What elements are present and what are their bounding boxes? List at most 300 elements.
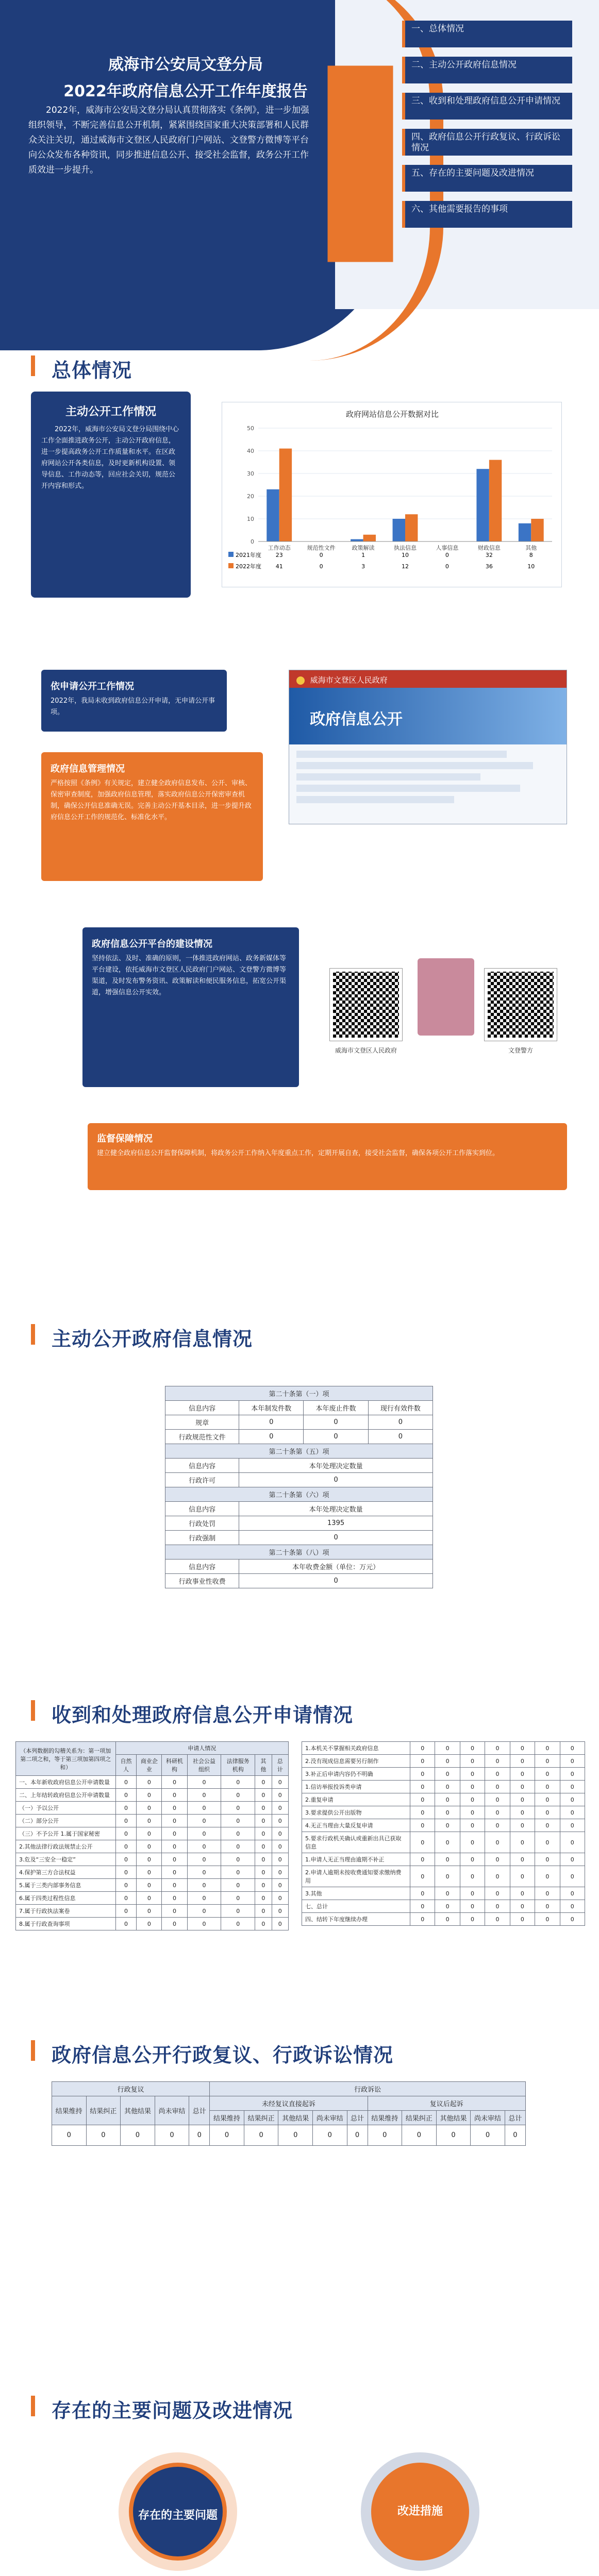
site-emblem-icon [296,676,305,685]
cell: 0 [368,1415,432,1430]
cell: 0 [410,1806,435,1819]
cell: 0 [221,1892,255,1905]
cell: 0 [221,1789,255,1802]
row-label: 7.属于行政执法案卷 [16,1905,116,1918]
cell: 0 [137,1918,162,1930]
cell: 0 [435,1887,460,1900]
cell: 0 [162,1918,187,1930]
cell: 0 [410,1832,435,1853]
row-label: 3.危及“三安全一稳定” [16,1853,116,1866]
cell: 0 [460,1832,485,1853]
cell: 本年处理决定数量 [239,1459,433,1473]
cell: 0 [187,1802,221,1815]
row-label: 1.申请人无正当理由逾期不补正 [302,1853,410,1866]
cell: 0 [510,1900,535,1913]
cell: 0 [244,2125,278,2146]
applicant-col: 商业企业 [137,1755,162,1776]
table-row [16,1866,289,1879]
cell: 0 [435,1832,460,1853]
row-label: 二、上年结转政府信息公开申请数量 [16,1789,116,1802]
row-label: 4.无正当理由大量反复申请 [302,1819,410,1832]
cell: 信息内容 [165,1459,239,1473]
cell: 0 [410,1755,435,1768]
cell: 0 [510,1832,535,1853]
table-row [302,1793,585,1806]
cell: 0 [485,1853,510,1866]
table-row [16,1789,289,1802]
cell: 0 [460,1853,485,1866]
cell: 0 [221,1853,255,1866]
cell: 0 [272,1776,288,1789]
bar-2 [489,460,502,541]
section3-bar [31,1700,35,1721]
cell: 0 [460,1887,485,1900]
cell: 0 [560,1832,585,1853]
cell: 0 [460,1755,485,1768]
table-row [302,1887,585,1900]
cell: 0 [115,1866,137,1879]
cell: 0 [510,1819,535,1832]
site-topbar [289,670,567,688]
cell: 0 [560,1781,585,1793]
cell: 0 [255,1892,272,1905]
row-label: 1.本机关不掌握相关政府信息 [302,1742,410,1755]
cell: 0 [115,1776,137,1789]
data-label: 32 [485,552,493,558]
litigation-col: 其他结果 [278,2111,313,2125]
data-label: 41 [275,563,283,570]
cell: 0 [239,1531,433,1545]
toc-item-1[interactable]: 一、总体情况 [402,21,572,47]
cell: 0 [485,1900,510,1913]
active-title: 主动公开工作情况 [65,405,156,418]
cell: 0 [115,1815,137,1827]
toc-item-3[interactable]: 三、收到和处理政府信息公开申请情况 [402,93,572,120]
cell: 0 [460,1913,485,1926]
cell: 0 [410,1819,435,1832]
table-row [302,1781,585,1793]
qr-label-1: 威海市文登区人民政府 [335,1047,397,1054]
cell: 本年处理决定数量 [239,1502,433,1516]
cell: 0 [86,2125,121,2146]
cell: 0 [485,1768,510,1781]
table-row [16,1802,289,1815]
cell: 0 [535,1887,560,1900]
cell: 尚未审结 [155,2096,189,2125]
chart-panel [222,402,562,587]
cell: 0 [460,1866,485,1887]
section1-bar [31,355,35,376]
cell: 0 [137,1776,162,1789]
cell: 0 [115,1827,137,1840]
y-tick-label: 10 [247,516,254,522]
cell: 0 [187,1918,221,1930]
table-row [302,1853,585,1866]
section4-heading: 政府信息公开行政复议、行政诉讼情况 [52,2044,394,2066]
applicant-col: 社会公益组织 [187,1755,221,1776]
table-row [16,1776,289,1789]
cell: 0 [485,1866,510,1887]
cell: 0 [137,1827,162,1840]
cell: 0 [272,1879,288,1892]
table-row [16,1853,289,1866]
cell: 0 [535,1832,560,1853]
row-label: （一）予以公开 [16,1802,116,1815]
cell: 0 [255,1905,272,1918]
cell: 0 [255,1853,272,1866]
cell: 0 [510,1793,535,1806]
site-content [289,744,567,809]
apply-table-left [15,1741,289,1930]
applicant-head: 申请人情况 [115,1742,288,1755]
row-label: （三）不予公开 1.属于国家秘密 [16,1827,116,1840]
data-label: 0 [445,552,449,558]
cell: 0 [485,1832,510,1853]
platform-card [82,927,299,1087]
section2-heading: 主动公开政府信息情况 [52,1328,253,1350]
bar-1 [393,519,405,541]
cell: 总计 [189,2096,210,2125]
row-label: 4.保护第三方合法权益 [16,1866,116,1879]
cell: 0 [272,1853,288,1866]
x-tick-label: 工作动态 [268,545,291,551]
table-row [16,1879,289,1892]
cell: 0 [255,1815,272,1827]
cell: 0 [187,1815,221,1827]
cell: 0 [460,1819,485,1832]
cell: 0 [115,1892,137,1905]
site-name: 威海市文登区人民政府 [310,675,388,685]
cell: 0 [435,1853,460,1866]
cell: 0 [535,1781,560,1793]
cell: 0 [485,1793,510,1806]
table-row [302,1768,585,1781]
cell: 1395 [239,1516,433,1531]
row-label: 6.属于四类过程性信息 [16,1892,116,1905]
cell: 0 [272,1866,288,1879]
cell: 0 [402,2125,437,2146]
cell: 0 [304,1430,368,1444]
data-label: 0 [445,563,449,570]
cell: 0 [137,1879,162,1892]
litigation-col: 尚未审结 [471,2111,505,2125]
qr-code-1 [330,969,402,1041]
data-label: 8 [529,552,533,558]
cell: 0 [471,2125,505,2146]
litigation-col: 其他结果 [436,2111,471,2125]
section5-bar [31,2396,35,2416]
cell: 其他结果 [121,2096,155,2125]
cell: 0 [115,1802,137,1815]
cell: 0 [560,1853,585,1866]
cell: 0 [368,1430,432,1444]
cell: 0 [435,1742,460,1755]
cell: 信息内容 [165,1401,239,1415]
applicant-col: 其他 [255,1755,272,1776]
x-tick-label: 政策解读 [352,545,375,551]
cell: 结果纠正 [86,2096,121,2125]
data-label: 0 [319,552,323,558]
not-reviewed-head: 未经复议直接起诉 [210,2096,368,2111]
cell: 0 [560,1866,585,1887]
cell: 0 [535,1755,560,1768]
apply-text: 2022年，我局未收到政府信息公开申请，无申请公开事项。 [51,697,215,717]
cell: 0 [410,1866,435,1887]
cell: 0 [187,1827,221,1840]
cell: 0 [485,1755,510,1768]
cell: 0 [221,1879,255,1892]
cell: 0 [535,1853,560,1866]
table-row [16,1815,289,1827]
cell: 0 [460,1781,485,1793]
cell: 0 [239,1574,433,1588]
table-row [16,1840,289,1853]
cell: 0 [535,1768,560,1781]
cell: 0 [560,1913,585,1926]
row-label: 5.要求行政机关确认或重新出具已获取信息 [302,1832,410,1853]
bar-2 [363,535,376,541]
applicant-col: 科研机构 [162,1755,187,1776]
active-text: 2022年，威海市公安局文登分局围绕中心工作全面推进政务公开，主动公开政府信息，进一步提高政务公开工作质量和水平。在区政府网站公开各类信息，及时更新机构设置、领导信息、工作动态等，回应社会关切，规范公开内容和形式。 [41,426,179,490]
cell: 0 [162,1879,187,1892]
problem-circle [129,2463,227,2561]
cell: 0 [137,1802,162,1815]
row-label: （二）部分公开 [16,1815,116,1827]
group1-title: 第二十条第（一）项 [165,1386,433,1401]
cell: 0 [560,1806,585,1819]
cell: 0 [187,1776,221,1789]
cell: 0 [162,1905,187,1918]
cell: 0 [410,1781,435,1793]
active-card [31,392,191,598]
table-row [302,1900,585,1913]
bar-2 [279,449,292,541]
bar-2 [405,514,418,541]
cell: 0 [221,1905,255,1918]
cell: 0 [485,1819,510,1832]
cell: 0 [137,1892,162,1905]
x-tick-label: 执法信息 [394,545,417,551]
cell: 0 [137,1866,162,1879]
cell: 0 [255,1802,272,1815]
x-tick-label: 其他 [525,545,537,551]
cell: 0 [187,1879,221,1892]
row-label: 8.属于行政查询事项 [16,1918,116,1930]
supervise-card [88,1123,567,1190]
cell: 0 [560,1755,585,1768]
cell: 0 [162,1892,187,1905]
litigation-head: 行政诉讼 [210,2082,526,2096]
cell: 信息内容 [165,1502,239,1516]
cell: 0 [137,1853,162,1866]
cell: 0 [435,1806,460,1819]
cell: 0 [435,1793,460,1806]
toc-item-6[interactable]: 六、其他需要报告的事项 [402,201,572,228]
apply-title: 依申请公开工作情况 [51,681,134,692]
cell: 0 [121,2125,155,2146]
problem-label: 存在的主要问题 [138,2509,218,2522]
cell: 0 [535,1900,560,1913]
cell: 0 [115,1918,137,1930]
toc-item-5[interactable]: 五、存在的主要问题及改进情况 [402,165,572,192]
data-label: 12 [402,563,409,570]
cell: 0 [137,1905,162,1918]
cell: 0 [435,1900,460,1913]
cell: 0 [187,1853,221,1866]
cell: 0 [137,1815,162,1827]
row-label: 四、结转下年度继续办理 [302,1913,410,1926]
data-label: 3 [361,563,365,570]
group2-title: 第二十条第（五）项 [165,1444,433,1459]
cell: 0 [255,1840,272,1853]
cell: 0 [435,1913,460,1926]
litigation-col: 结果纠正 [402,2111,437,2125]
cell: 0 [272,1918,288,1930]
litigation-col: 结果维持 [210,2111,244,2125]
cell: 0 [221,1918,255,1930]
cell: 行政事业性收费 [165,1574,239,1588]
measure-label: 改进措施 [397,2505,443,2518]
cell: 0 [162,1840,187,1853]
applicant-col: 自然人 [115,1755,137,1776]
cell: 0 [535,1806,560,1819]
platform-text: 坚持依法、及时、准确的原则，一体推进政府网站、政务新媒体等平台建设，依托威海市文登区人民政府门户网站、文登警方微博等渠道，及时发布警务资讯、政策解读和便民服务信息，拓宽公开渠道，增强信息公开实效。 [92,955,287,997]
data-label: 1 [361,552,365,558]
cell: 0 [560,1887,585,1900]
review-head: 行政复议 [52,2082,210,2096]
cell: 信息内容 [165,1560,239,1574]
table-row [302,1913,585,1926]
cell: 0 [510,1742,535,1755]
x-tick-label: 人事信息 [436,545,459,551]
cell: 0 [115,1789,137,1802]
cell: 行政强制 [165,1531,239,1545]
row-label: 3.补正后申请内容仍不明确 [302,1768,410,1781]
cell: 0 [255,1789,272,1802]
data-label: 10 [527,563,535,570]
group3-title: 第二十条第（六）项 [165,1487,433,1502]
cell: 0 [221,1802,255,1815]
cell: 0 [137,1789,162,1802]
cell: 0 [535,1742,560,1755]
cell: 本年收费金额（单位：万元） [239,1560,433,1574]
cell: 0 [560,1768,585,1781]
cell: 0 [510,1853,535,1866]
cell: 0 [272,1827,288,1840]
litigation-col: 结果纠正 [244,2111,278,2125]
cell: 0 [485,1806,510,1819]
cell: 0 [187,1892,221,1905]
legend-label: 2022年度 [236,563,261,570]
table-row [16,1892,289,1905]
toc-item-2[interactable]: 二、主动公开政府信息情况 [402,57,572,83]
cell: 0 [137,1840,162,1853]
cell: 0 [272,1789,288,1802]
section5-heading: 存在的主要问题及改进情况 [52,2399,293,2422]
litigation-col: 总计 [505,2111,525,2125]
applicant-col: 法律服务机构 [221,1755,255,1776]
y-tick-label: 30 [247,470,254,477]
table-row [16,1827,289,1840]
cell: 0 [410,1913,435,1926]
platform-title: 政府信息公开平台的建设情况 [92,939,212,950]
y-tick-label: 50 [247,425,254,432]
cell: 0 [535,1866,560,1887]
cell: 0 [115,1840,137,1853]
cell: 0 [410,1900,435,1913]
bar-1 [476,469,489,541]
cell: 0 [460,1742,485,1755]
row-label: 3.要求提供公开出版物 [302,1806,410,1819]
bar-1 [267,489,279,541]
apply-card [41,670,227,732]
cell: 0 [435,1755,460,1768]
cell: 0 [187,1866,221,1879]
cell: 0 [485,1742,510,1755]
cell: 0 [485,1781,510,1793]
cell: 0 [510,1913,535,1926]
manage-card [41,752,263,881]
data-label: 23 [275,552,283,558]
cell: 0 [560,1793,585,1806]
chart-title: 政府网站信息公开数据对比 [345,410,439,419]
row-label: 3.其他 [302,1887,410,1900]
cell: 0 [485,1913,510,1926]
cell: 规章 [165,1415,239,1430]
cell: 行政许可 [165,1473,239,1487]
manage-text: 严格按照《条例》有关规定，建立健全政府信息发布、公开、审核、保密审查制度，加强政府信息管理，落实政府信息公开保密审查机制，确保公开信息准确无误。完善主动公开基本目录，进一步提升政府信息公开工作的规范化、标准化水平。 [51,779,252,822]
cell: 0 [187,1840,221,1853]
table-row [302,1866,585,1887]
cell: 0 [272,1892,288,1905]
cell: 0 [460,1806,485,1819]
cell: 0 [221,1827,255,1840]
cell: 0 [255,1879,272,1892]
apply-table-right-wrap [302,1741,585,1926]
cell: 0 [510,1806,535,1819]
y-tick-label: 20 [247,493,254,500]
table-row [302,1832,585,1853]
row-label: 2.重复申请 [302,1793,410,1806]
cell: 0 [435,1768,460,1781]
cell: 0 [239,1473,433,1487]
cell: 0 [505,2125,525,2146]
cell: 0 [510,1781,535,1793]
active-table-wrap [165,1386,433,1588]
cell: 0 [272,1840,288,1853]
cell: 0 [435,1866,460,1887]
cell: 0 [278,2125,313,2146]
review-table [52,2081,526,2146]
cell: 0 [221,1815,255,1827]
cell: 0 [272,1802,288,1815]
litigation-col: 总计 [347,2111,368,2125]
cell: 0 [460,1900,485,1913]
cell: 0 [187,1789,221,1802]
cell: 0 [435,1781,460,1793]
cell: 0 [239,1430,304,1444]
active-table [165,1386,433,1588]
qr-code-2 [485,969,557,1041]
header-intro: 2022年，威海市公安局文登分局认真贯彻落实《条例》，进一步加强组织领导，不断完善信息公开机制，紧紧围绕国家重大决策部署和人民群众关注关切，通过威海市文登区人民政府门户网站、文登警方微博等平台向公众发布各种资讯，同步推进信息公开、接受社会监督，政务公开工作质效进一步提升。 [28,105,309,175]
table-row [302,1806,585,1819]
cell: 0 [162,1815,187,1827]
toc-item-4[interactable]: 四、政府信息公开行政复议、行政诉讼情况 [402,129,572,156]
data-label: 0 [319,563,323,570]
cell: 0 [436,2125,471,2146]
cell: 0 [115,1905,137,1918]
cell: 0 [162,1827,187,1840]
